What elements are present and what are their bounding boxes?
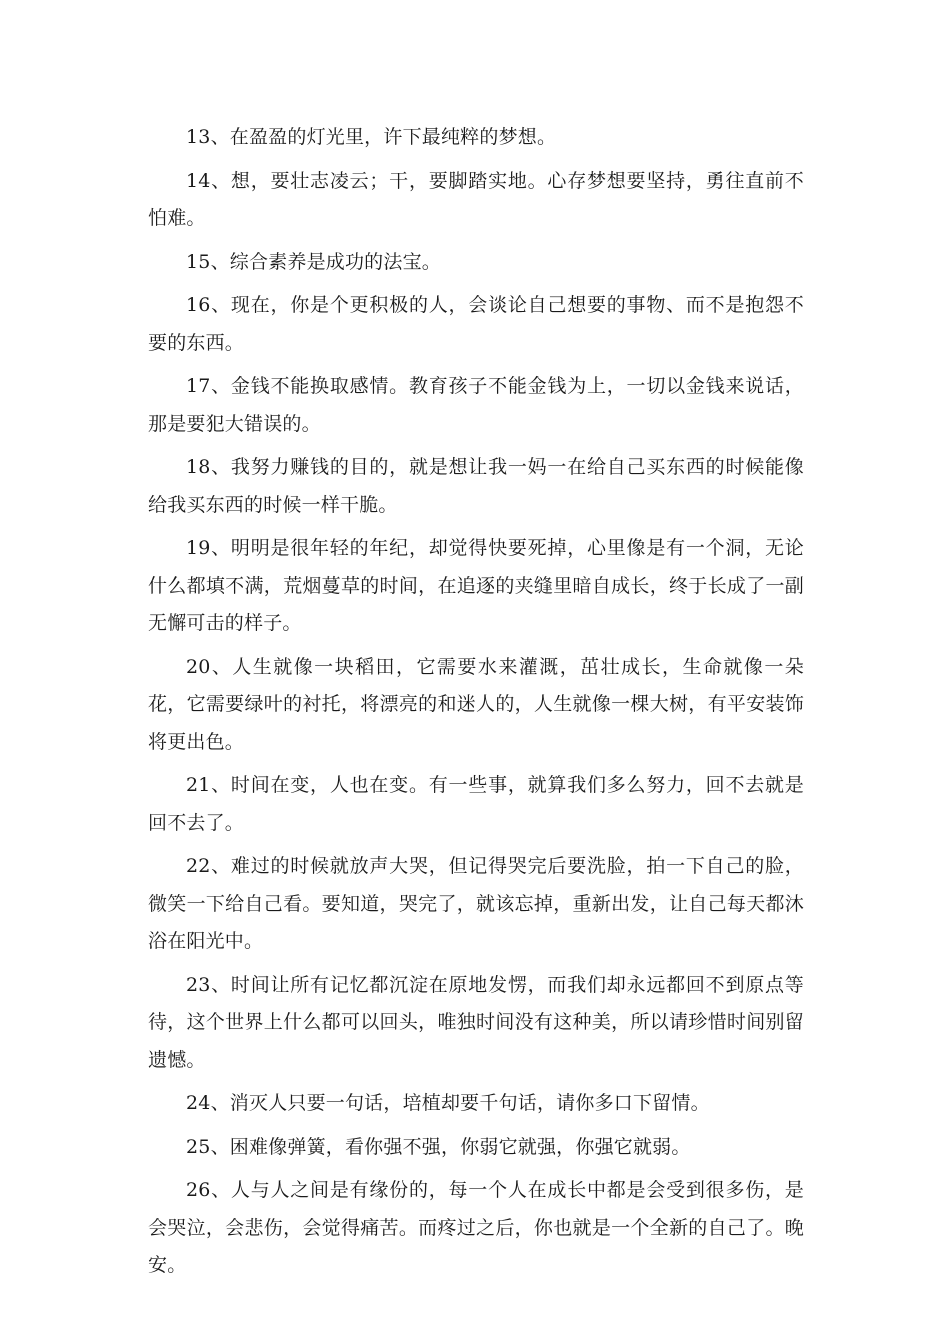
paragraph-21: 21、时间在变，人也在变。有一些事，就算我们多么努力，回不去就是回不去了。: [148, 774, 804, 834]
paragraph-17: 17、金钱不能换取感情。教育孩子不能金钱为上，一切以金钱来说话，那是要犯大错误的。: [148, 375, 804, 435]
paragraph-14: 14、想，要壮志凌云；干，要脚踏实地。心存梦想要坚持，勇往直前不怕难。: [148, 169, 804, 229]
paragraph-22: 22、难过的时候就放声大哭，但记得哭完后要洗脸，拍一下自己的脸，微笑一下给自己看。要知道，哭完了，就该忘掉，重新出发，让自己每天都沐浴在阳光中。: [148, 855, 804, 952]
paragraph-20: 20、人生就像一块稻田，它需要水来灌溉，茁壮成长，生命就像一朵花，它需要绿叶的衬托，将漂亮的和迷人的，人生就像一棵大树，有平安装饰将更出色。: [148, 655, 804, 753]
paragraph-25: 25、困难像弹簧，看你强不强，你弱它就强，你强它就弱。: [186, 1135, 691, 1158]
paragraph-19: 19、明明是很年轻的年纪，却觉得快要死掉，心里像是有一个洞，无论什么都填不满，荒烟蔓草的时间，在追逐的夹缝里暗自成长，终于长成了一副无懈可击的样子。: [148, 537, 804, 634]
paragraph-23: 23、时间让所有记忆都沉淀在原地发愣，而我们却永远都回不到原点等待，这个世界上什么都可以回头，唯独时间没有这种美，所以请珍惜时间别留遗憾。: [148, 973, 804, 1071]
document-body: [148, 119, 804, 1291]
paragraph-18: 18、我努力赚钱的目的，就是想让我一妈一在给自己买东西的时候能像给我买东西的时候一样干脆。: [148, 456, 804, 516]
paragraph-26: 26、人与人之间是有缘份的，每一个人在成长中都是会受到很多伤，是会哭泣，会悲伤，会觉得痛苦。而疼过之后，你也就是一个全新的自己了。晚安。: [148, 1179, 804, 1276]
paragraph-16: 16、现在，你是个更积极的人，会谈论自己想要的事物、而不是抱怨不要的东西。: [148, 294, 804, 354]
paragraph-13: 13、在盈盈的灯光里，许下最纯粹的梦想。: [186, 126, 557, 148]
paragraph-24: 24、消灭人只要一句话，培植却要千句话，请你多口下留情。: [186, 1092, 710, 1114]
paragraph-15: 15、综合素养是成功的法宝。: [186, 250, 441, 273]
